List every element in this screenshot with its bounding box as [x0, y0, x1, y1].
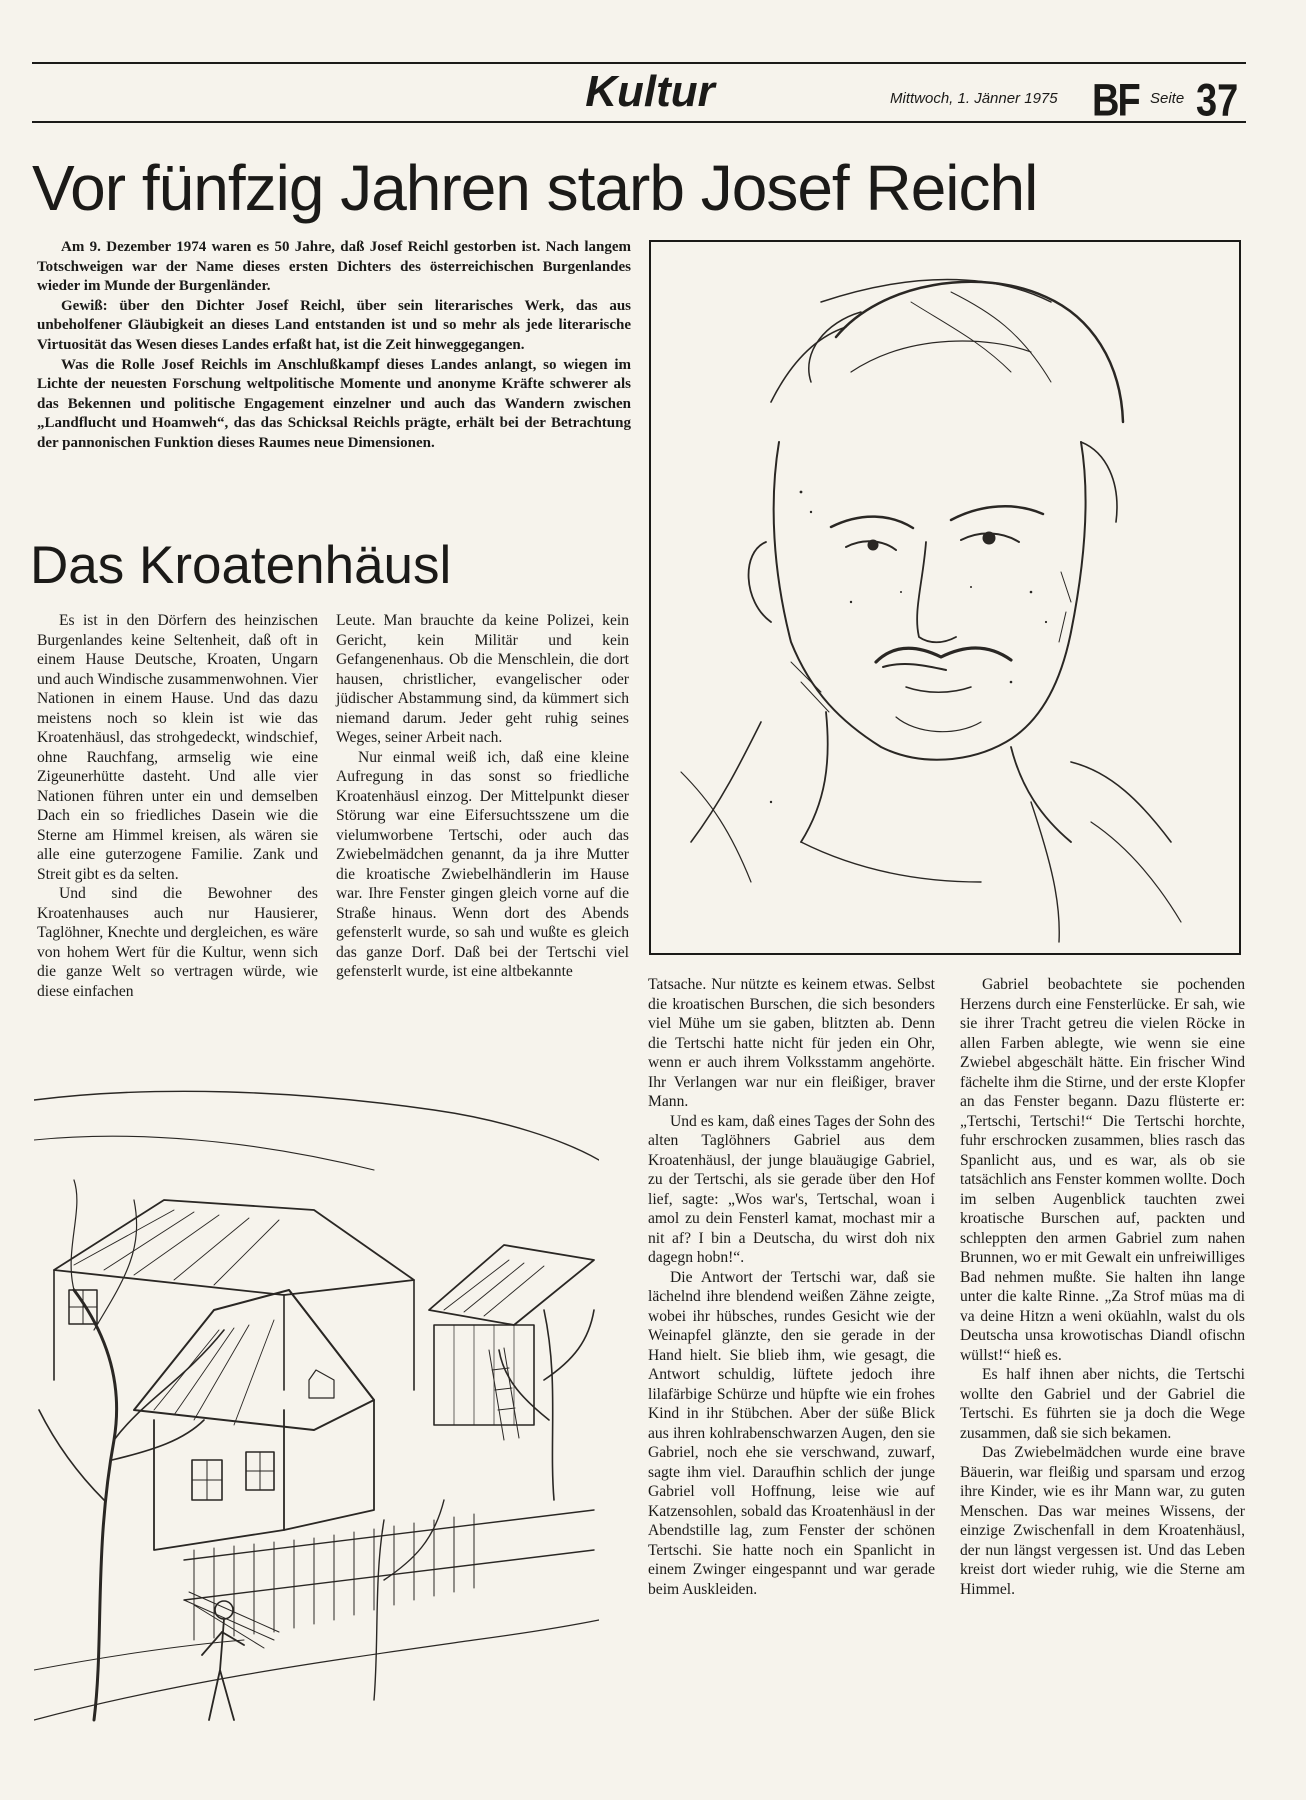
column-paragraph: Das Zwiebelmädchen wurde eine brave Bäuerin, war fleißig und sparsam und erzog ihre Kinder, wie es ihr Mann war, zu guten Menschen. Das war meines Wissens, der einzige Zwischenfall in dem Kroatenhäusl, der nun längst vergessen ist. Und das Leben kreist dort wieder ruhig, wie die Sterne am Himmel.: [960, 1444, 1245, 1598]
column-paragraph: Tatsache. Nur nützte es keinem etwas. Selbst die kroatischen Burschen, die sich besonders viel Mühe um sie gaben, blitzten ab. Denn die Tertschi hatte nicht für jeden ein Ohr, wenn er auch ihrem Volksstamm angehörte. Ihr Verlangen war nur ein fleißiger, braver Mann.: [648, 976, 935, 1110]
column-paragraph: Nur einmal weiß ich, daß eine kleine Aufregung in das sonst so friedliche Kroatenhäusl einzog. Der Mittelpunkt dieser Störung war eine Eifersuchtsszene um die vielumworbene Tertschi, oder auch das Zwiebelmädchen genannt, da ja ihre Mutter die kroatische Zwiebelhändlerin im Hause war. Ihre Fenster gingen gleich vorne auf die Straße hinaus. Wenn dort des Abends gefensterlt wurde, so sah und wußte es gleich das ganze Dorf. Daß bei der Tertschi viel gefensterlt wurde, ist eine altbekannte: [336, 748, 629, 980]
column-paragraph: Gabriel beobachtete sie pochenden Herzens durch eine Fensterlücke. Er sah, wie sie ihrer Tracht getreu die vielen Röcke in allen Farben ablegte, wie wenn sie eine Zwiebel abgeschält hätte. Ein frischer Wind fächelte ihm die Stirne, und der erste Klopfer an das Fenster begann. Dazu flüsterte er: „Tertschi, Tertschi!“ Die Tertschi horchte, fuhr erschrocken zusammen, blies rasch das Spanlicht aus, und es war, als ob sie tatsächlich ans Fenster kommen wollte. Doch im selben Augenblick tauchten zwei kroatische Burschen auf, packten und schleppten den armen Gabriel zum nahen Brunnen, wo er mit Gewalt ein unfreiwilliges Bad nehmen mußte. Sie halten ihn lange unter die kalte Rinne. „Za Strof müas ma di va deine Hitzn a weni oküahln, walst du ols Deutscha unsa krowotischas Diandl ofischn wüllst!“ hieß es.: [960, 976, 1245, 1364]
column-paragraph: Es half ihnen aber nichts, die Tertschi wollte den Gabriel und der Gabriel die Tertschi. Es führten sie ja doch die Wege zusammen, daß sie sich bekamen.: [960, 1366, 1245, 1442]
village-illustration: [34, 1080, 599, 1740]
page-label: Seite: [1150, 90, 1185, 107]
column-paragraph: Leute. Man brauchte da keine Polizei, kein Gericht, kein Militär und kein Gefangenenhaus. Ob die Menschlein, die dort hausen, christlicher, evangelischer oder jüdischer Abstammung sind, da kümmert sich niemand darum. Jeder geht ruhig seines Weges, seiner Arbeit nach.: [336, 612, 629, 746]
page-number: 37: [1196, 76, 1239, 127]
issue-date: Mittwoch, 1. Jänner 1975: [890, 90, 1058, 107]
text-column-4: [960, 975, 1245, 1599]
portrait-illustration: [649, 240, 1241, 955]
text-column-2: [336, 611, 629, 982]
text-column-1: [37, 611, 318, 1001]
village-sketch: [34, 1080, 599, 1740]
intro-paragraph: Was die Rolle Josef Reichls im Anschlußkampf dieses Landes anlangt, so wiegen im Lichte der neuesten Forschung weltpolitische Momente und anonyme Kräfte schwerer als das Bekennen und politische Engagement einzelner und auch das Wandern zwischen „Landflucht und Hoamweh“, das das Schicksal Reichls prägte, erhält bei der Betrachtung der pannonischen Funktion dieses Raumes neue Dimensionen.: [37, 356, 631, 451]
portrait-sketch: [651, 242, 1239, 953]
column-paragraph: Es ist in den Dörfern des heinzischen Burgenlandes keine Seltenheit, daß oft in einem Hause Deutsche, Kroaten, Ungarn und auch Windische zusammenwohnen. Vier Nationen in einem Hause. Und das dazu meistens noch so klein ist wie das Kroatenhäusl, das strohgedeckt, windschief, ohne Rauchfang, armselig wie eine Zigeunerhütte dasteht. Und alle vier Nationen führen unter ein und demselben Dach ein so friedliches Dasein wie die Sterne am Himmel kreisen, als wären sie alle eine guterzogene Familie. Zank und Streit gibt es da selten.: [37, 612, 318, 883]
section-title: Kultur: [585, 67, 715, 116]
article-headline: Vor fünfzig Jahren starb Josef Reichl: [32, 152, 1038, 224]
column-paragraph: Und es kam, daß eines Tages der Sohn des alten Taglöhners Gabriel aus dem Kroatenhäusl, der junge blauäugige Gabriel, zu der Tertschi, als sie gerade über den Hof lief, sagte: „Wos war's, Tertschal, woan i amol zu dein Fensterl kamat, mochast mir a nit af? I bin a Deutscha, du wirst doh nix dagegn hobn!“.: [648, 1112, 935, 1266]
column-paragraph: Und sind die Bewohner des Kroatenhauses auch nur Hausierer, Taglöhner, Knechte und dergleichen, es wäre von hohem Wert für die Kultur, wenn sich die ganze Welt so vertragen würde, wie diese einfachen: [37, 885, 318, 1000]
story-subheading: Das Kroatenhäusl: [30, 536, 452, 595]
column-paragraph: Die Antwort der Tertschi war, daß sie lächelnd ihre blendend weißen Zähne zeigte, wobei ihr hübsches, rundes Gesicht wie der Weinapfel glänzte, den sie gerade in der Hand hielt. Sie blieb ihm, wie gesagt, die Antwort schuldig, lüftete jedoch ihre lilafärbige Schürze und hüpfte wie ein frohes Kind in ihr Stübchen. Aber der süße Blick aus ihren kohlrabenschwarzen Augen, den sie Gabriel, noch ehe sie verschwand, zuwarf, sagte ihm viel. Daraufhin schlich der junge Gabriel voll Hoffnung, leise wie auf Katzensohlen, sobald das Kroatenhäusl in der Abendstille lag, zum Fenster der schönen Tertschi. Sie hatte noch ein Spanlicht in einem Zwinger eingespannt und war gerade beim Auskleiden.: [648, 1268, 935, 1598]
newspaper-logo: BF: [1092, 76, 1139, 127]
intro-paragraph: Am 9. Dezember 1974 waren es 50 Jahre, daß Josef Reichl gestorben ist. Nach langem Totschweigen war der Name dieses ersten Dichters des österreichischen Burgenlandes wieder im Munde der Burgenländer.: [37, 239, 631, 295]
header-bottom-rule: [32, 121, 1246, 123]
text-column-3: [648, 975, 935, 1599]
intro-paragraph: Gewiß: über den Dichter Josef Reichl, über sein literarisches Werk, das aus unbeholfener Gläubigkeit an dieses Land entstanden ist und so mehr als jede literarische Virtuosität das Wesen dieses Landes erfaßt hat, ist die Zeit hinweggegangen.: [37, 297, 631, 353]
article-intro: [37, 238, 631, 454]
header-top-rule: [32, 62, 1246, 64]
